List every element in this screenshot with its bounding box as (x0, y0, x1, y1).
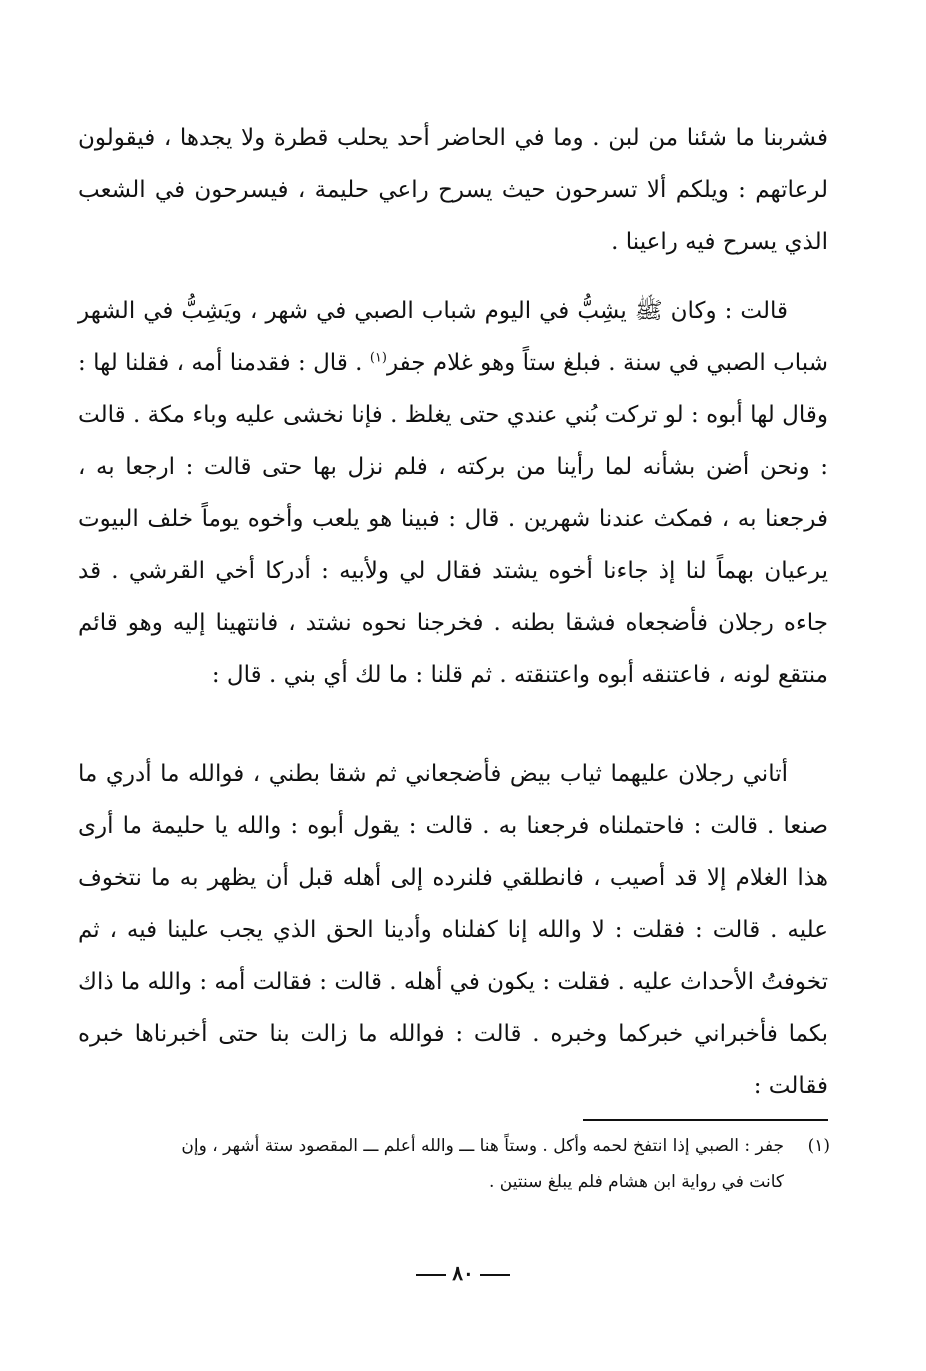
paragraph-1 (78, 112, 828, 268)
page-number-dash (416, 1274, 446, 1276)
footnote-reference[interactable]: (١) (369, 350, 387, 366)
paragraph-3 (78, 748, 828, 1112)
footnote-continuation: كانت في رواية ابن هشام فلم يبلغ سنتين . (488, 1172, 784, 1192)
footnote (78, 1128, 830, 1200)
paragraph-2 (78, 285, 828, 701)
page-number-dash (480, 1274, 510, 1276)
page-number (0, 1258, 926, 1288)
page-number-value: ٨٠ (452, 1261, 474, 1285)
paragraph-1-text: فشربنا ما شئنا من لبن . وما في الحاضر أحد يحلب قطرة ولا يجدها ، فيقولون لرعاتهم : ويلكم ألا تسرحون حيث يسرح راعي حليمة ، فيسرحون في الشعب الذي يسرح فيه راعينا . (78, 125, 828, 255)
footnote-text: جفر : الصبي إذا انتفخ لحمه وأكل . وستاً هنا ـــ والله أعلم ـــ المقصود ستة أشهر ، وإن (181, 1136, 784, 1156)
footnote-number: (١) (807, 1136, 830, 1156)
paragraph-2-text-end: . قال : فقدمنا أمه ، فقلنا لها : وقال لها أبوه : لو تركت بُني عندي حتى يغلظ . فإنا نخشى عليه وباء مكة . قالت : ونحن أضن بشأنه لما رأينا من بركته ، فلم نزل بها حتى قالت : ارجعا به ، فرجعنا به ، فمكث عندنا شهرين . قال : فبينا هو يلعب وأخوه يوماً خلف البيوت يرعيان بهماً لنا إذ جاءنا أخوه يشتد فقال لي ولأبيه : أدركا أخي القرشي . قد جاءه رجلان فأضجعاه فشقا بطنه . فخرجنا نحوه نشتد ، فانتهينا إليه وهو قائم منتقع لونه ، فاعتنقه أبوه واعتنقته . ثم قلنا : ما لك أي بني . قال : (78, 350, 828, 688)
footnote-separator (583, 1119, 828, 1121)
paragraph-3-text: أتاني رجلان عليهما ثياب بيض فأضجعاني ثم شقا بطني ، فوالله ما أدري ما صنعا . قالت : فاحتملناه فرجعنا به . قالت : يقول أبوه : والله يا حليمة ما أرى هذا الغلام إلا قد أصيب ، فانطلقي فلنرده إلى أهله قبل أن يظهر به ما نتخوف عليه . قالت : فقلت : لا والله إنا كفلناه وأدينا الحق الذي يجب علينا فيه ، ثم تخوفتُ الأحداث عليه . فقلت : يكون في أهله . قالت : فقالت أمه : والله ما ذاك بكما فأخبراني خبركما وخبره . قالت : فوالله ما زالت بنا حتى أخبرناها خبره فقالت : (78, 761, 828, 1099)
paragraph-2-text-start: قالت : وكان ﷺ يشِبُّ في اليوم شباب الصبي في شهر ، ويَشِبُّ في الشهر شباب الصبي في سنة . فبلغ ستاً وهو غلام جفر (78, 298, 828, 376)
